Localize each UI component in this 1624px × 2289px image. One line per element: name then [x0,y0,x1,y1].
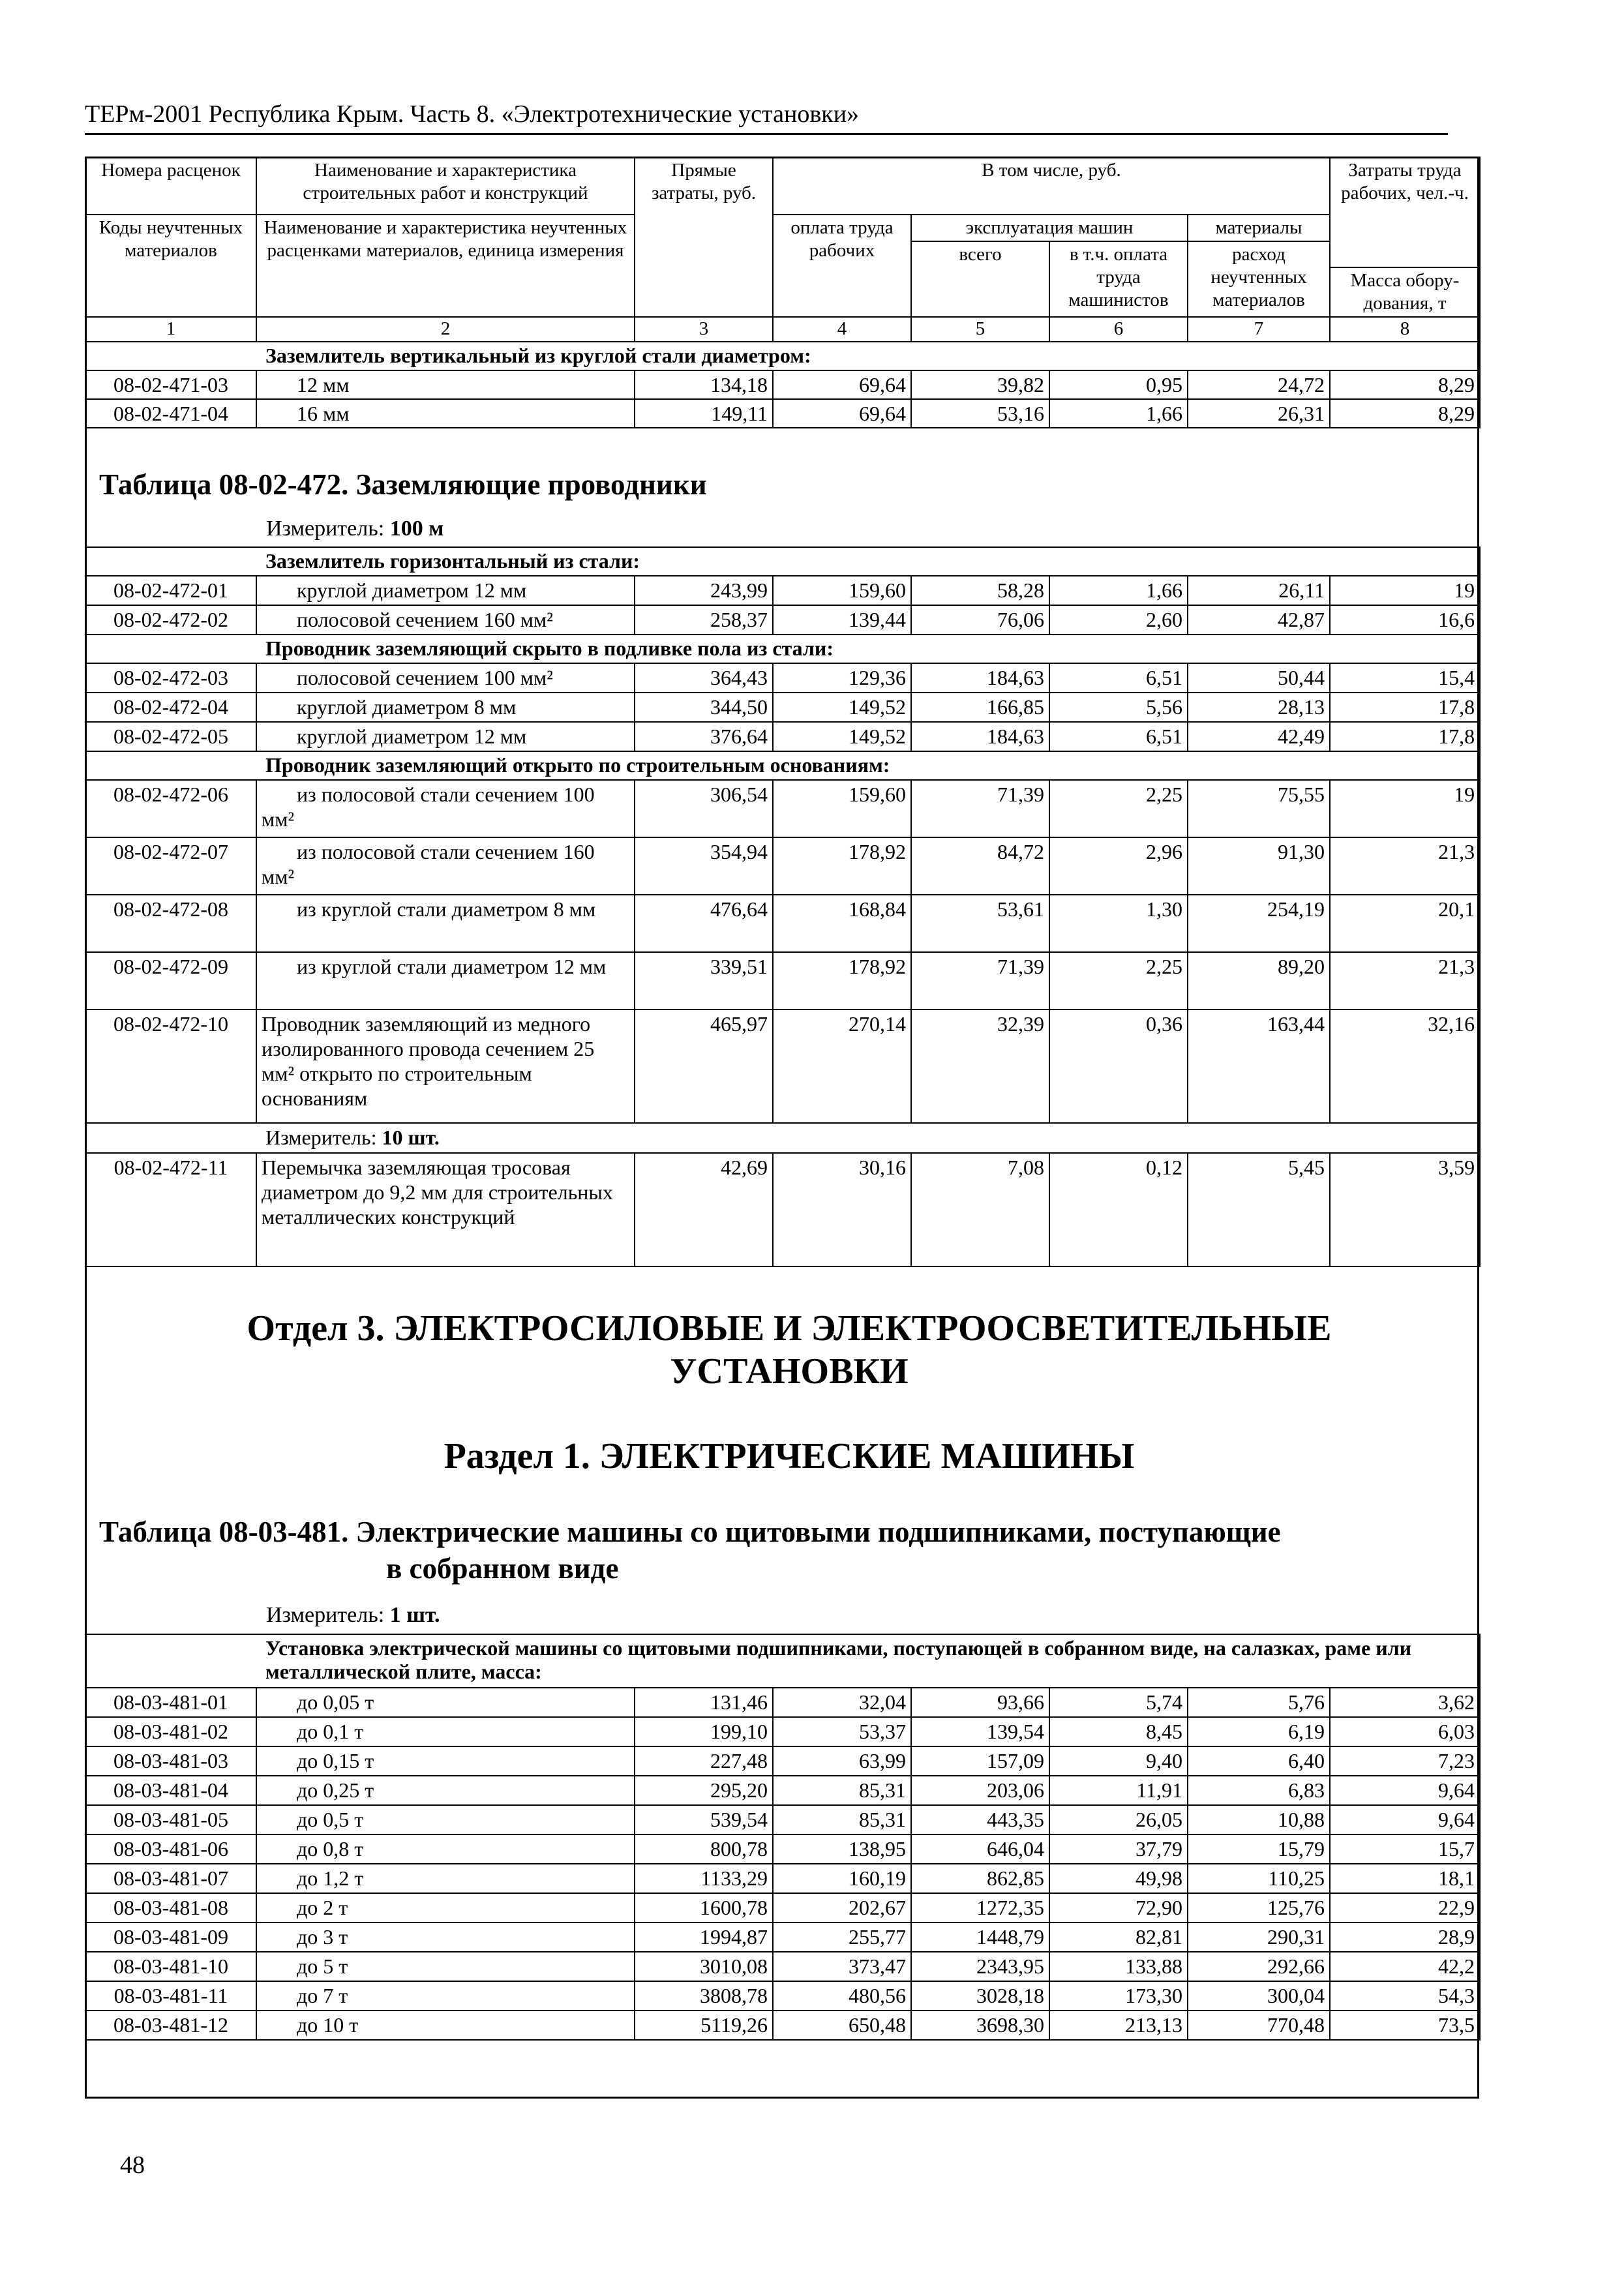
materials: 6,40 [1188,1746,1330,1776]
labor-costs: 8,29 [1330,370,1480,399]
rate-code: 08-02-471-04 [85,399,256,428]
table-row [85,370,1480,399]
operator-pay: 1,66 [1049,576,1188,605]
labor-costs: 17,8 [1330,722,1480,751]
operator-pay: 2,96 [1049,837,1188,895]
materials: 26,31 [1188,399,1330,428]
materials: 10,88 [1188,1805,1330,1834]
labor-costs: 42,2 [1330,1952,1480,1981]
rate-code: 08-03-481-01 [85,1688,256,1717]
table-row [85,605,1480,635]
work-name: круглой диаметром 8 мм [256,693,635,722]
materials: 24,72 [1188,370,1330,399]
machines-total: 157,09 [911,1746,1049,1776]
direct-costs: 465,97 [635,1010,773,1123]
materials: 5,45 [1188,1153,1330,1266]
work-name: Проводник заземляющий из медного изолированного провода сечением 25 мм² открыто по строительным основаниям [256,1010,635,1123]
direct-costs: 149,11 [635,399,773,428]
header-including: В том числе, руб. [773,157,1330,215]
direct-costs: 199,10 [635,1717,773,1746]
column-number: 3 [635,317,773,342]
direct-costs: 131,46 [635,1688,773,1717]
worker-pay: 270,14 [773,1010,911,1123]
work-name: из полосовой стали сечением 160 мм² [256,837,635,895]
direct-costs: 134,18 [635,370,773,399]
operator-pay: 49,98 [1049,1864,1188,1893]
direct-costs: 243,99 [635,576,773,605]
header-worker-pay: оплата труда рабочих [773,215,911,317]
rate-code: 08-02-472-06 [85,780,256,837]
materials: 300,04 [1188,1981,1330,2011]
table-row [85,1864,1480,1893]
worker-pay: 202,67 [773,1893,911,1922]
work-name: 12 мм [256,370,635,399]
materials: 91,30 [1188,837,1330,895]
work-name: до 2 т [256,1893,635,1922]
machines-total: 71,39 [911,952,1049,1010]
labor-costs: 19 [1330,576,1480,605]
machines-total: 58,28 [911,576,1049,605]
rate-code: 08-02-472-10 [85,1010,256,1123]
table-row [85,693,1480,722]
operator-pay: 2,25 [1049,952,1188,1010]
worker-pay: 129,36 [773,663,911,693]
rate-code: 08-03-481-12 [85,2011,256,2040]
machines-total: 84,72 [911,837,1049,895]
direct-costs: 306,54 [635,780,773,837]
rate-code: 08-03-481-05 [85,1805,256,1834]
operator-pay: 1,66 [1049,399,1188,428]
labor-costs: 3,62 [1330,1688,1480,1717]
work-name: полосовой сечением 160 мм² [256,605,635,635]
table-row [85,895,1480,952]
worker-pay: 30,16 [773,1153,911,1266]
running-header: ТЕРм-2001 Республика Крым. Часть 8. «Электротехнические установки» [85,99,1448,135]
machines-total: 39,82 [911,370,1049,399]
materials: 254,19 [1188,895,1330,952]
operator-pay: 0,36 [1049,1010,1188,1123]
operator-pay: 6,51 [1049,663,1188,693]
table-481-measure [266,1603,440,1628]
labor-costs: 21,3 [1330,837,1480,895]
materials: 5,76 [1188,1688,1330,1717]
operator-pay: 5,74 [1049,1688,1188,1717]
operator-pay: 8,45 [1049,1717,1188,1746]
table-row [85,663,1480,693]
labor-costs: 19 [1330,780,1480,837]
work-name: из полосовой стали сечением 100 мм² [256,780,635,837]
direct-costs: 364,43 [635,663,773,693]
labor-costs: 21,3 [1330,952,1480,1010]
rate-code: 08-03-481-04 [85,1776,256,1805]
work-name: до 5 т [256,1952,635,1981]
worker-pay: 139,44 [773,605,911,635]
machines-total: 7,08 [911,1153,1049,1266]
rate-code: 08-02-472-07 [85,837,256,895]
direct-costs: 5119,26 [635,2011,773,2040]
worker-pay: 63,99 [773,1746,911,1776]
header-work-name: Наименование и характеристика строительных работ и конструкций [256,157,635,215]
direct-costs: 354,94 [635,837,773,895]
measure-label: Измеритель: [266,1603,385,1627]
column-number: 8 [1330,317,1480,342]
header-materials: материалы [1188,215,1330,241]
header-rate-number: Номера расценок [85,157,256,215]
group-title: Проводник заземляющий скрыто в подливке пола из стали: [85,635,1480,663]
machines-total: 203,06 [911,1776,1049,1805]
table-row [85,1893,1480,1922]
operator-pay: 2,25 [1049,780,1188,837]
rates-table-471 [85,157,1481,428]
table-row [85,837,1480,895]
worker-pay: 160,19 [773,1864,911,1893]
work-name: до 3 т [256,1922,635,1952]
table-472-measure [266,516,444,541]
labor-costs: 28,9 [1330,1922,1480,1952]
column-number: 5 [911,317,1049,342]
materials: 290,31 [1188,1922,1330,1952]
operator-pay: 37,79 [1049,1834,1188,1864]
measure-value: 1 шт. [389,1603,440,1627]
labor-costs: 18,1 [1330,1864,1480,1893]
header-machines-total: всего [911,241,1049,317]
table-row [85,1981,1480,2011]
rate-code: 08-02-472-09 [85,952,256,1010]
table-header [85,157,1480,342]
table-row [85,1805,1480,1834]
operator-pay: 2,60 [1049,605,1188,635]
rate-code: 08-03-481-07 [85,1864,256,1893]
department-title: Отдел 3. ЭЛЕКТРОСИЛОВЫЕ И ЭЛЕКТРООСВЕТИТЕЛЬНЫЕ УСТАНОВКИ [247,1308,1332,1392]
rate-code: 08-02-472-11 [85,1153,256,1266]
machines-total: 184,63 [911,722,1049,751]
operator-pay: 26,05 [1049,1805,1188,1834]
work-name: до 0,05 т [256,1688,635,1717]
machines-total: 53,61 [911,895,1049,952]
machines-total: 71,39 [911,780,1049,837]
worker-pay: 373,47 [773,1952,911,1981]
machines-total: 3028,18 [911,1981,1049,2011]
work-name: до 0,5 т [256,1805,635,1834]
worker-pay: 138,95 [773,1834,911,1864]
measure-label: Измеритель: [265,1126,377,1149]
header-equipment-mass: Масса обору-дования, т [1330,267,1480,317]
direct-costs: 376,64 [635,722,773,751]
rate-code: 08-02-471-03 [85,370,256,399]
work-name: полосовой сечением 100 мм² [256,663,635,693]
rate-code: 08-03-481-08 [85,1893,256,1922]
direct-costs: 1600,78 [635,1893,773,1922]
rates-table-481 [85,1634,1481,2041]
worker-pay: 85,31 [773,1776,911,1805]
operator-pay: 133,88 [1049,1952,1188,1981]
labor-costs: 7,23 [1330,1746,1480,1776]
table-481-title-cont: в собранном виде [386,1552,619,1585]
work-name: до 7 т [256,1981,635,2011]
rate-code: 08-03-481-11 [85,1981,256,2011]
machines-total: 2343,95 [911,1952,1049,1981]
materials: 42,87 [1188,605,1330,635]
column-number: 4 [773,317,911,342]
work-name: до 0,1 т [256,1717,635,1746]
work-name: из круглой стали диаметром 12 мм [256,952,635,1010]
rate-code: 08-02-472-03 [85,663,256,693]
worker-pay: 159,60 [773,780,911,837]
operator-pay: 72,90 [1049,1893,1188,1922]
table-row [85,780,1480,837]
worker-pay: 149,52 [773,722,911,751]
materials: 292,66 [1188,1952,1330,1981]
header-labor-costs: Затраты труда рабочих, чел.-ч. [1330,157,1480,267]
table-row [85,1834,1480,1864]
table-row [85,1922,1480,1952]
table-row [85,1688,1480,1717]
header-direct-costs: Прямые затраты, руб. [635,157,773,317]
machines-total: 3698,30 [911,2011,1049,2040]
group-title: Заземлитель вертикальный из круглой стали диаметром: [85,342,1480,370]
table-row [85,1776,1480,1805]
rate-code: 08-03-481-09 [85,1922,256,1952]
materials: 770,48 [1188,2011,1330,2040]
direct-costs: 3010,08 [635,1952,773,1981]
materials: 50,44 [1188,663,1330,693]
work-name: до 0,25 т [256,1776,635,1805]
header-unaccounted-name: Наименование и характеристика неучтенных расценками материалов, единица измерения [256,215,635,317]
labor-costs: 17,8 [1330,693,1480,722]
table-row [85,2011,1480,2040]
rate-code: 08-02-472-08 [85,895,256,952]
direct-costs: 344,50 [635,693,773,722]
labor-costs: 8,29 [1330,399,1480,428]
direct-costs: 800,78 [635,1834,773,1864]
machines-total: 32,39 [911,1010,1049,1123]
column-number: 1 [85,317,256,342]
worker-pay: 480,56 [773,1981,911,2011]
labor-costs: 32,16 [1330,1010,1480,1123]
materials: 42,49 [1188,722,1330,751]
table-472-title: Таблица 08-02-472. Заземляющие проводники [99,468,707,501]
worker-pay: 159,60 [773,576,911,605]
direct-costs: 1133,29 [635,1864,773,1893]
operator-pay: 1,30 [1049,895,1188,952]
materials: 15,79 [1188,1834,1330,1864]
direct-costs: 539,54 [635,1805,773,1834]
table-row [85,952,1480,1010]
worker-pay: 149,52 [773,693,911,722]
table-row [85,1153,1480,1266]
labor-costs: 15,7 [1330,1834,1480,1864]
materials: 89,20 [1188,952,1330,1010]
table-row [85,576,1480,605]
labor-costs: 15,4 [1330,663,1480,693]
header-unaccounted-materials: расход неучтенных материалов [1188,241,1330,317]
worker-pay: 69,64 [773,399,911,428]
operator-pay: 213,13 [1049,2011,1188,2040]
rate-code: 08-03-481-06 [85,1834,256,1864]
header-machine-operation: эксплуатация машин [911,215,1188,241]
materials: 125,76 [1188,1893,1330,1922]
work-name: до 10 т [256,2011,635,2040]
table-row [85,1717,1480,1746]
machines-total: 443,35 [911,1805,1049,1834]
operator-pay: 173,30 [1049,1981,1188,2011]
rate-code: 08-03-481-10 [85,1952,256,1981]
materials: 163,44 [1188,1010,1330,1123]
rate-code: 08-02-472-02 [85,605,256,635]
labor-costs: 9,64 [1330,1805,1480,1834]
worker-pay: 69,64 [773,370,911,399]
machines-total: 93,66 [911,1688,1049,1717]
measure-row [85,1123,1480,1153]
worker-pay: 650,48 [773,2011,911,2040]
operator-pay: 5,56 [1049,693,1188,722]
work-name: круглой диаметром 12 мм [256,722,635,751]
table-481-title: Таблица 08-03-481. Электрические машины со щитовыми подшипниками, поступающие [99,1516,1281,1548]
machines-total: 166,85 [911,693,1049,722]
operator-pay: 82,81 [1049,1922,1188,1952]
work-name: до 0,15 т [256,1746,635,1776]
operator-pay: 0,12 [1049,1153,1188,1266]
work-name: до 1,2 т [256,1864,635,1893]
materials: 6,19 [1188,1717,1330,1746]
operator-pay: 9,40 [1049,1746,1188,1776]
rate-code: 08-03-481-02 [85,1717,256,1746]
measure-value: 10 шт. [382,1126,440,1149]
page-number: 48 [120,2151,145,2179]
worker-pay: 168,84 [773,895,911,952]
worker-pay: 85,31 [773,1805,911,1834]
group-title: Заземлитель горизонтальный из стали: [85,547,1480,576]
worker-pay: 53,37 [773,1717,911,1746]
materials: 110,25 [1188,1864,1330,1893]
labor-costs: 6,03 [1330,1717,1480,1746]
rate-code: 08-02-472-04 [85,693,256,722]
worker-pay: 178,92 [773,952,911,1010]
materials: 26,11 [1188,576,1330,605]
worker-pay: 255,77 [773,1922,911,1952]
labor-costs: 54,3 [1330,1981,1480,2011]
direct-costs: 1994,87 [635,1922,773,1952]
machines-total: 646,04 [911,1834,1049,1864]
direct-costs: 3808,78 [635,1981,773,2011]
operator-pay: 6,51 [1049,722,1188,751]
machines-total: 862,85 [911,1864,1049,1893]
materials: 28,13 [1188,693,1330,722]
labor-costs: 22,9 [1330,1893,1480,1922]
header-unaccounted-codes: Коды неучтенных материалов [85,215,256,317]
group-title: Установка электрической машины со щитовыми подшипниками, поступающей в собранном виде, на салазках, раме или металлической плите, масса: [85,1634,1480,1688]
group-title: Проводник заземляющий открыто по строительным основаниям: [85,751,1480,780]
materials: 75,55 [1188,780,1330,837]
work-name: 16 мм [256,399,635,428]
direct-costs: 295,20 [635,1776,773,1805]
header-operator-pay: в т.ч. оплата труда машинистов [1049,241,1188,317]
direct-costs: 339,51 [635,952,773,1010]
rate-code: 08-02-472-05 [85,722,256,751]
machines-total: 1448,79 [911,1922,1049,1952]
measure-value: 100 м [389,516,444,541]
table-row [85,1952,1480,1981]
labor-costs: 20,1 [1330,895,1480,952]
table-row [85,399,1480,428]
labor-costs: 73,5 [1330,2011,1480,2040]
materials: 6,83 [1188,1776,1330,1805]
work-name: круглой диаметром 12 мм [256,576,635,605]
rates-table-472 [85,546,1481,1267]
rate-code: 08-02-472-01 [85,576,256,605]
machines-total: 53,16 [911,399,1049,428]
measure-label: Измеритель: [266,516,385,541]
column-number: 6 [1049,317,1188,342]
machines-total: 184,63 [911,663,1049,693]
work-name: Перемычка заземляющая тросовая диаметром до 9,2 мм для строительных металлических конструкций [256,1153,635,1266]
work-name: из круглой стали диаметром 8 мм [256,895,635,952]
direct-costs: 42,69 [635,1153,773,1266]
table-row [85,1010,1480,1123]
labor-costs: 16,6 [1330,605,1480,635]
direct-costs: 258,37 [635,605,773,635]
machines-total: 76,06 [911,605,1049,635]
work-name: до 0,8 т [256,1834,635,1864]
machines-total: 139,54 [911,1717,1049,1746]
column-number: 2 [256,317,635,342]
worker-pay: 32,04 [773,1688,911,1717]
worker-pay: 178,92 [773,837,911,895]
table-row [85,1746,1480,1776]
operator-pay: 11,91 [1049,1776,1188,1805]
table-row [85,722,1480,751]
labor-costs: 3,59 [1330,1153,1480,1266]
column-number: 7 [1188,317,1330,342]
machines-total: 1272,35 [911,1893,1049,1922]
rate-code: 08-03-481-03 [85,1746,256,1776]
operator-pay: 0,95 [1049,370,1188,399]
direct-costs: 476,64 [635,895,773,952]
direct-costs: 227,48 [635,1746,773,1776]
section-title: Раздел 1. ЭЛЕКТРИЧЕСКИЕ МАШИНЫ [444,1436,1135,1476]
labor-costs: 9,64 [1330,1776,1480,1805]
